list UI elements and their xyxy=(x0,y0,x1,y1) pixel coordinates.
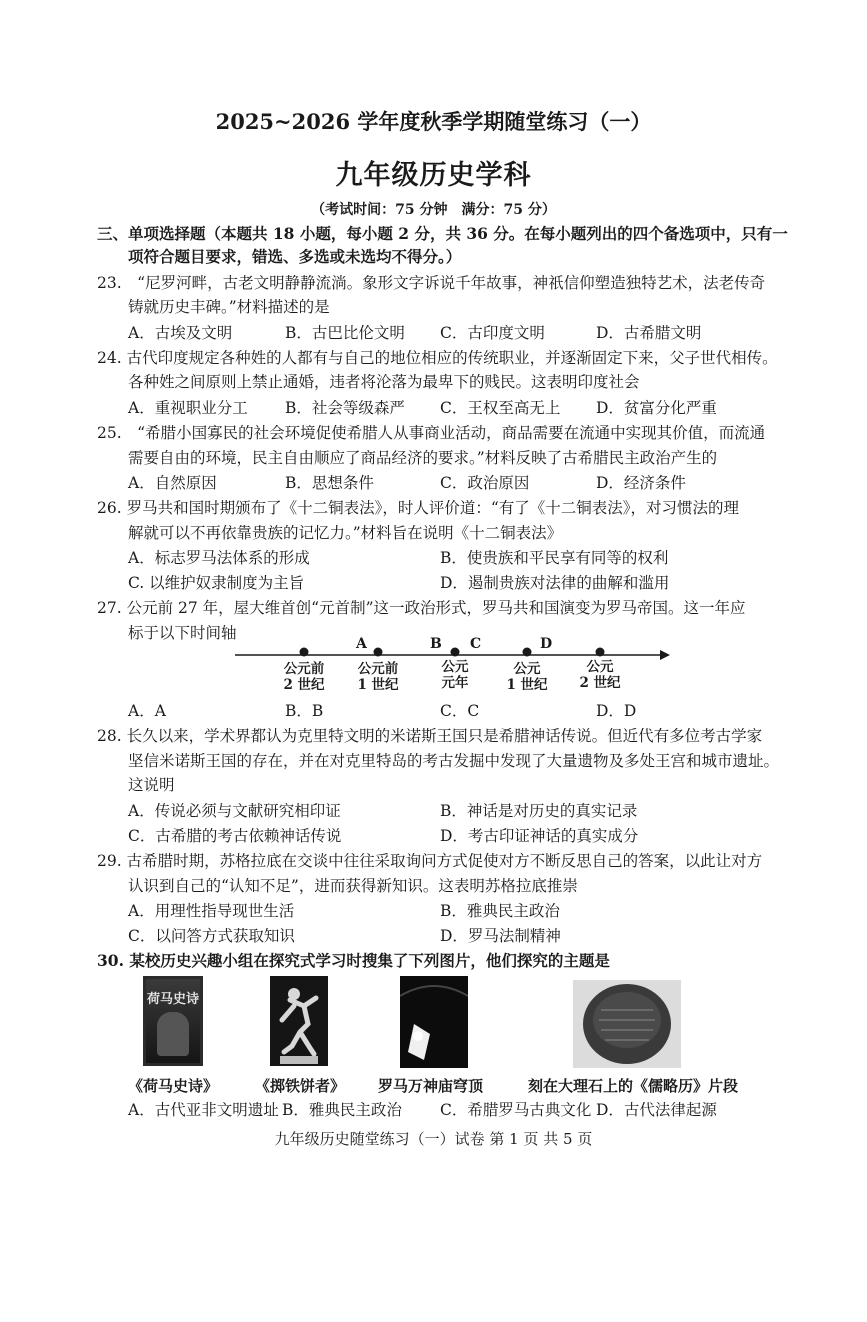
timeline-tick-1: 公元前 2 世纪 xyxy=(283,661,325,693)
q27-stem-line2: 标于以下时间轴 xyxy=(128,624,237,642)
q25-option-b[interactable]: B．思想条件 xyxy=(285,474,374,492)
exam-info: （考试时间：75 分钟 满分：75 分） xyxy=(311,202,556,218)
q25-option-d[interactable]: D．经济条件 xyxy=(596,474,686,492)
julian-calendar-marble-image xyxy=(573,980,681,1068)
caption-homer-epic: 《荷马史诗》 xyxy=(128,1077,219,1095)
q29-option-d[interactable]: D．罗马法制精神 xyxy=(440,927,561,945)
q28-stem-line2: 坚信米诺斯王国的存在，并在对克里特岛的考古发掘中发现了大量遗物及多处王宫和城市遗址。 xyxy=(128,752,780,770)
q28-option-c[interactable]: C．古希腊的考古依赖神话传说 xyxy=(128,827,342,845)
q28-option-a[interactable]: A．传说必须与文献研究相印证 xyxy=(128,802,341,820)
q24-stem-line2: 各种姓之间原则上禁止通婚，违者将沦落为最卑下的贱民。这表明印度社会 xyxy=(128,373,640,391)
discobolus-image xyxy=(270,976,328,1066)
q23-option-a[interactable]: A．古埃及文明 xyxy=(128,324,233,342)
q23-stem-line1: 23. “尼罗河畔，古老文明静静流淌。象形文字诉说千年故事，神祇信仰塑造独特艺术，法老传奇 xyxy=(97,274,766,292)
timeline-letter-b: B xyxy=(430,636,442,652)
section-instructions-line1: 三、单项选择题（本题共 18 小题，每小题 2 分，共 36 分。在每小题列出的四个备选项中，只有一 xyxy=(97,224,788,243)
timeline-tick-3: 公元 元年 xyxy=(441,659,469,691)
q25-option-a[interactable]: A．自然原因 xyxy=(128,474,217,492)
q26-option-d[interactable]: D．遏制贵族对法律的曲解和滥用 xyxy=(440,574,670,592)
q28-option-b[interactable]: B．神话是对历史的真实记录 xyxy=(440,802,638,820)
q30-option-a[interactable]: A．古代亚非文明遗址 xyxy=(128,1101,279,1119)
q23-option-c[interactable]: C．古印度文明 xyxy=(440,324,545,342)
caption-julian-calendar: 刻在大理石上的《儒略历》片段 xyxy=(528,1077,739,1095)
q27-option-d[interactable]: D．D xyxy=(596,702,637,720)
page-footer: 九年级历史随堂练习（一）试卷 第 1 页 共 5 页 xyxy=(274,1130,593,1148)
q24-option-a[interactable]: A．重视职业分工 xyxy=(128,399,248,417)
q27-option-a[interactable]: A．A xyxy=(128,702,166,720)
q26-option-b[interactable]: B．使贵族和平民享有同等的权利 xyxy=(440,549,669,567)
timeline-letter-c: C xyxy=(470,636,482,652)
caption-discobolus: 《掷铁饼者》 xyxy=(255,1077,346,1095)
q26-option-a[interactable]: A．标志罗马法体系的形成 xyxy=(128,549,310,567)
q24-option-b[interactable]: B．社会等级森严 xyxy=(285,399,405,417)
q24-stem-line1: 24. 古代印度规定各种姓的人都有与自己的地位相应的传统职业，并逐渐固定下来，父子世代相传。 xyxy=(97,349,778,367)
q25-stem-line1: 25. “希腊小国寡民的社会环境促使希腊人从事商业活动，商品需要在流通中实现其价值，而流通 xyxy=(97,424,766,442)
q23-option-d[interactable]: D．古希腊文明 xyxy=(596,324,702,342)
q29-stem-line2: 认识到自己的“认知不足”，进而获得新知识。这表明苏格拉底推崇 xyxy=(128,877,578,895)
timeline-tick-4: 公元 1 世纪 xyxy=(506,661,548,693)
q23-stem-line2: 铸就历史丰碑。”材料描述的是 xyxy=(128,298,330,316)
q25-stem-line2: 需要自由的环境，民主自由顺应了商品经济的要求。”材料反映了古希腊民主政治产生的 xyxy=(128,449,718,467)
q26-stem-line2: 解就可以不再依靠贵族的记忆力。”材料旨在说明《十二铜表法》 xyxy=(128,524,563,542)
q30-option-b[interactable]: B．雅典民主政治 xyxy=(282,1101,402,1119)
q28-option-d[interactable]: D．考古印证神话的真实成分 xyxy=(440,827,639,845)
q29-option-a[interactable]: A．用理性指导现世生活 xyxy=(128,902,295,920)
q28-stem-line1: 28. 长久以来，学术界都认为克里特文明的米诺斯王国只是希腊神话传说。但近代有多位考古学家 xyxy=(97,727,763,745)
q29-option-c[interactable]: C．以问答方式获取知识 xyxy=(128,927,295,945)
q23-option-b[interactable]: B．古巴比伦文明 xyxy=(285,324,405,342)
timeline-letter-d: D xyxy=(540,636,553,652)
q25-option-c[interactable]: C．政治原因 xyxy=(440,474,530,492)
q29-stem-line1: 29. 古希腊时期，苏格拉底在交谈中往往采取询问方式促使对方不断反思自己的答案，以此让对方 xyxy=(97,852,763,870)
q30-option-d[interactable]: D．古代法律起源 xyxy=(596,1101,717,1119)
q26-stem-line1: 26. 罗马共和国时期颁布了《十二铜表法》，时人评价道：“有了《十二铜表法》，对习惯法的理 xyxy=(97,499,740,517)
q27-stem-line1: 27. 公元前 27 年，屋大维首创“元首制”这一政治形式，罗马共和国演变为罗马帝国。这一年应 xyxy=(97,599,746,617)
homer-epic-book-image xyxy=(143,976,203,1066)
caption-pantheon: 罗马万神庙穹顶 xyxy=(378,1077,484,1095)
subject-title: 九年级历史学科 xyxy=(335,160,532,191)
q30-option-c[interactable]: C．希腊罗马古典文化 xyxy=(440,1101,592,1119)
q24-option-d[interactable]: D．贫富分化严重 xyxy=(596,399,717,417)
q30-stem: 30. 某校历史兴趣小组在探究式学习时搜集了下列图片，他们探究的主题是 xyxy=(97,951,610,970)
pantheon-dome-image xyxy=(400,976,468,1068)
section-instructions-line2: 项符合题目要求，错选、多选或未选均不得分。） xyxy=(128,247,462,266)
book-cover-title: 荷马史诗 xyxy=(146,992,199,1007)
q27-option-b[interactable]: B．B xyxy=(285,702,324,720)
q27-option-c[interactable]: C．C xyxy=(440,702,480,720)
q24-option-c[interactable]: C．王权至高无上 xyxy=(440,399,561,417)
q28-stem-line3: 这说明 xyxy=(128,776,175,794)
exam-title: 2025~2026 学年度秋季学期随堂练习（一） xyxy=(215,109,652,134)
q29-option-b[interactable]: B．雅典民主政治 xyxy=(440,902,560,920)
timeline-letter-a: A xyxy=(356,636,367,652)
q26-option-c[interactable]: C. 以维护奴隶制度为主旨 xyxy=(128,574,305,592)
timeline-tick-2: 公元前 1 世纪 xyxy=(357,661,399,693)
timeline-tick-5: 公元 2 世纪 xyxy=(579,659,621,691)
